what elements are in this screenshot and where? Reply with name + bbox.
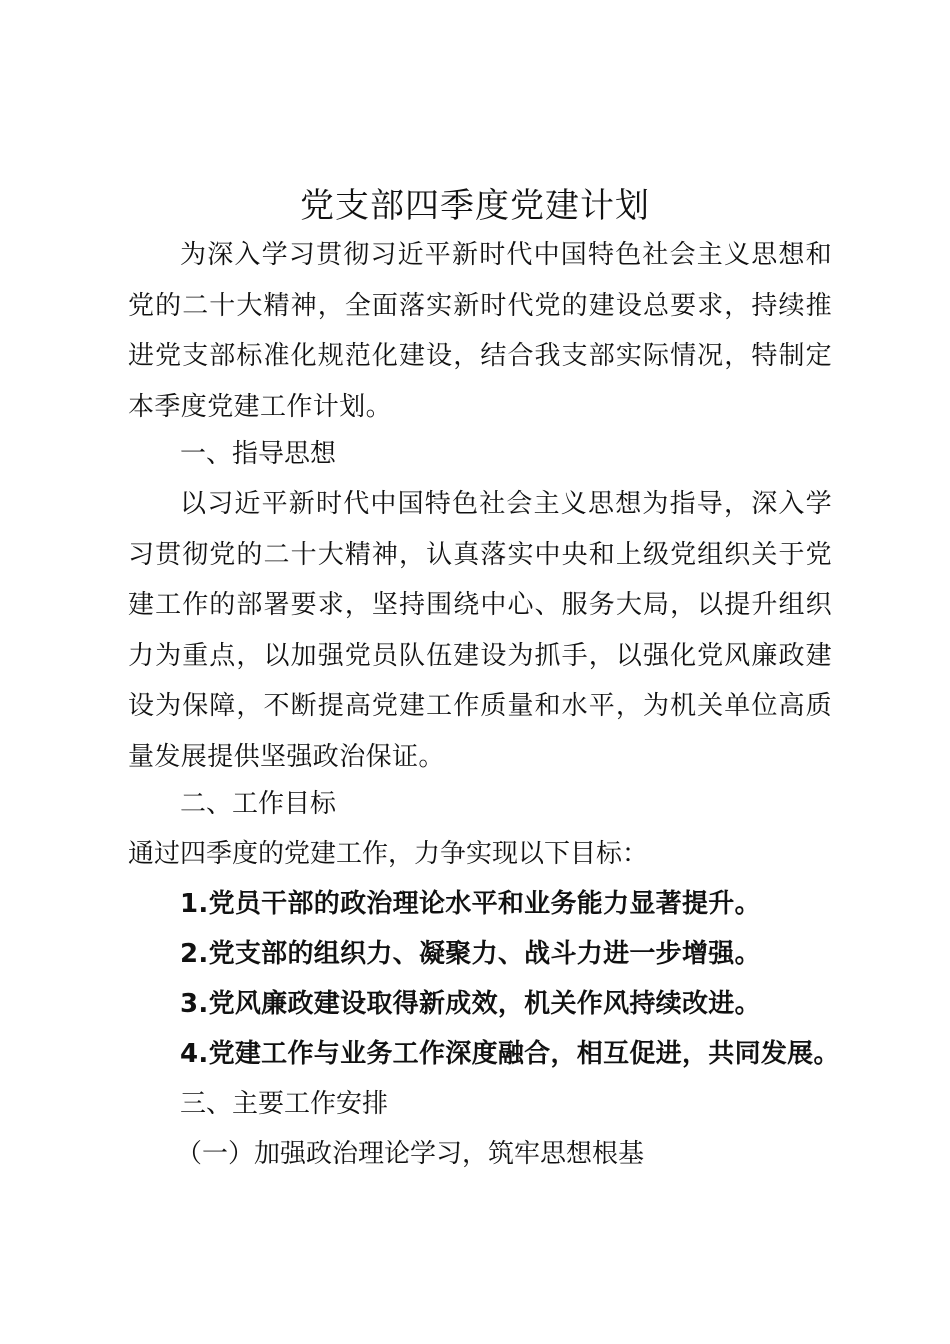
section-3-heading: 三、主要工作安排 [180, 1089, 389, 1119]
document-title: 党支部四季度党建计划 [300, 186, 650, 226]
goal-item: 4.党建工作与业务工作深度融合，相互促进，共同发展。 [180, 1039, 840, 1069]
section-1-body: 以习近平新时代中国特色社会主义思想为指导，深入学习贯彻党的二十大精神，认真落实中央和上级党组织关于党建工作的部署要求，坚持围绕中心、服务大局，以提升组织力为重点，以加强党员队伍建设为抓手，以强化党风廉政建设为保障，不断提高党建工作质量和水平，为机关单位高质量发展提供坚强政治保证。 [128, 489, 832, 772]
section-3-subheading-1: （一）加强政治理论学习，筑牢思想根基 [176, 1139, 645, 1169]
goal-item: 2.党支部的组织力、凝聚力、战斗力进一步增强。 [180, 939, 761, 969]
section-2-lead: 通过四季度的党建工作，力争实现以下目标： [128, 839, 649, 869]
goal-item: 1.党员干部的政治理论水平和业务能力显著提升。 [180, 889, 761, 919]
goal-item: 3.党风廉政建设取得新成效，机关作风持续改进。 [180, 989, 761, 1019]
section-2-heading: 二、工作目标 [180, 789, 337, 819]
section-1-heading: 一、指导思想 [180, 439, 337, 469]
intro-paragraph: 为深入学习贯彻习近平新时代中国特色社会主义思想和党的二十大精神，全面落实新时代党的建设总要求，持续推进党支部标准化规范化建设，结合我支部实际情况，特制定本季度党建工作计划。 [128, 240, 832, 422]
